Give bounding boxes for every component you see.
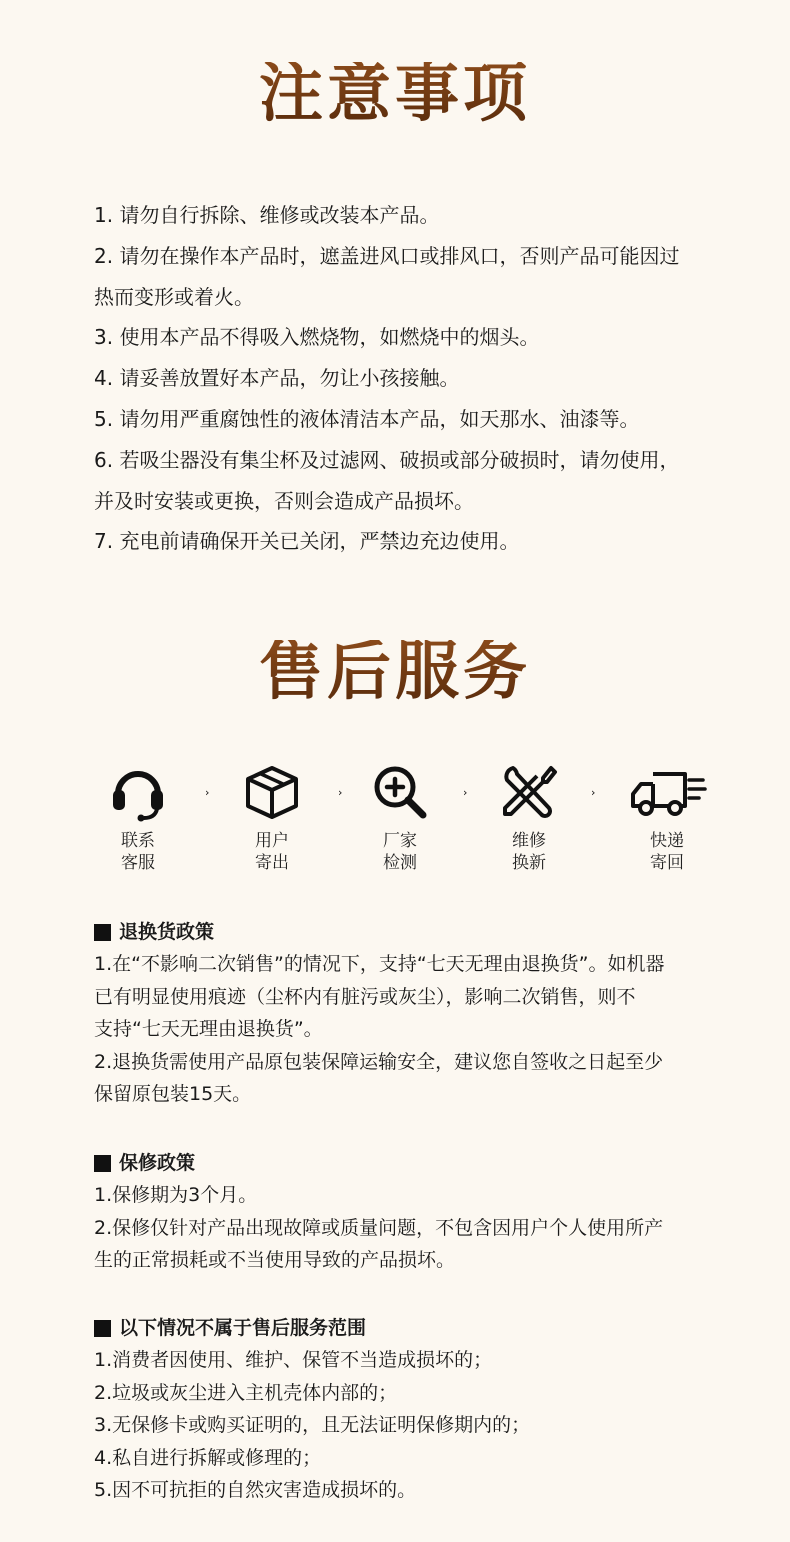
policy-line: 4.私自进行拆解或修理的； [94,1446,322,1469]
policy-heading: 以下情况不属于售后服务范围 [94,1312,734,1344]
step-contact-service [83,762,193,874]
step-factory-inspect [345,762,455,874]
policy-heading: 保修政策 [94,1147,734,1179]
policy-line: 保留原包装15天。 [94,1083,252,1105]
chevron-right-icon: › [463,786,468,799]
notes-line: 并及时安装或更换，否则会造成产品损坏。 [94,488,474,513]
policy-line: 2.退换货需使用产品原包装保障运输安全，建议您自签收之日起至少 [94,1050,664,1073]
service-flow [0,762,790,892]
notes-line: 7. 充电前请确保开关已关闭，严禁边充边使用。 [94,529,520,554]
notes-line: 热而变形或着火。 [94,284,254,309]
notes-line: 3. 使用本产品不得吸入燃烧物，如燃烧中的烟头。 [94,325,540,350]
step-label: 维修 换新 [512,831,546,873]
return-policy [94,916,734,1111]
exclusions-policy [94,1312,734,1507]
policy-line: 3.无保修卡或购买证明的，且无法证明保修期内的； [94,1414,531,1436]
wrench-screwdriver-icon [499,762,559,822]
policy-line: 支持“七天无理由退换货”。 [94,1018,323,1040]
notes-list [94,195,724,562]
square-bullet-icon [94,1155,111,1172]
policy-line: 2.垃圾或灰尘进入主机壳体内部的； [94,1381,398,1404]
step-label: 快递 寄回 [650,831,684,873]
policy-line: 生的正常损耗或不当使用导致的产品损坏。 [94,1249,456,1271]
notes-line: 1. 请勿自行拆除、维修或改装本产品。 [94,203,440,227]
step-label: 厂家 检测 [383,831,417,873]
policy-line: 已有明显使用痕迹（尘杯内有脏污或灰尘），影响二次销售，则不 [94,985,636,1008]
step-user-ship [217,762,327,874]
notes-line: 4. 请妥善放置好本产品，勿让小孩接触。 [94,366,460,391]
service-title: 售后服务 [0,640,790,704]
notes-line: 5. 请勿用严重腐蚀性的液体清洁本产品，如天那水、油漆等。 [94,406,640,431]
square-bullet-icon [94,924,111,941]
step-label: 用户 寄出 [255,831,289,873]
notes-line: 6. 若吸尘器没有集尘杯及过滤网、破损或部分破损时，请勿使用， [94,447,680,472]
magnifier-plus-icon [370,762,430,822]
policy-line: 5.因不可抗拒的自然灾害造成损坏的。 [94,1479,417,1501]
policy-line: 1.保修期为3个月。 [94,1184,258,1206]
step-express-return [612,762,722,874]
step-label: 联系 客服 [121,831,155,873]
chevron-right-icon: › [205,786,210,799]
headset-icon [108,762,168,822]
delivery-truck-icon [627,762,707,822]
chevron-right-icon: › [591,786,596,799]
chevron-right-icon: › [338,786,343,799]
notes-title: 注意事项 [0,62,790,126]
policy-line: 2.保修仅针对产品出现故障或质量问题，不包含因用户个人使用所产 [94,1216,664,1239]
square-bullet-icon [94,1320,111,1337]
policy-line: 1.消费者因使用、维护、保管不当造成损坏的； [94,1349,493,1371]
policy-line: 1.在“不影响二次销售”的情况下，支持“七天无理由退换货”。如机器 [94,953,665,975]
step-repair-replace [474,762,584,874]
policy-heading: 退换货政策 [94,916,734,948]
notes-line: 2. 请勿在操作本产品时，遮盖进风口或排风口，否则产品可能因过 [94,243,680,268]
warranty-policy [94,1147,734,1277]
package-box-icon [242,762,302,822]
